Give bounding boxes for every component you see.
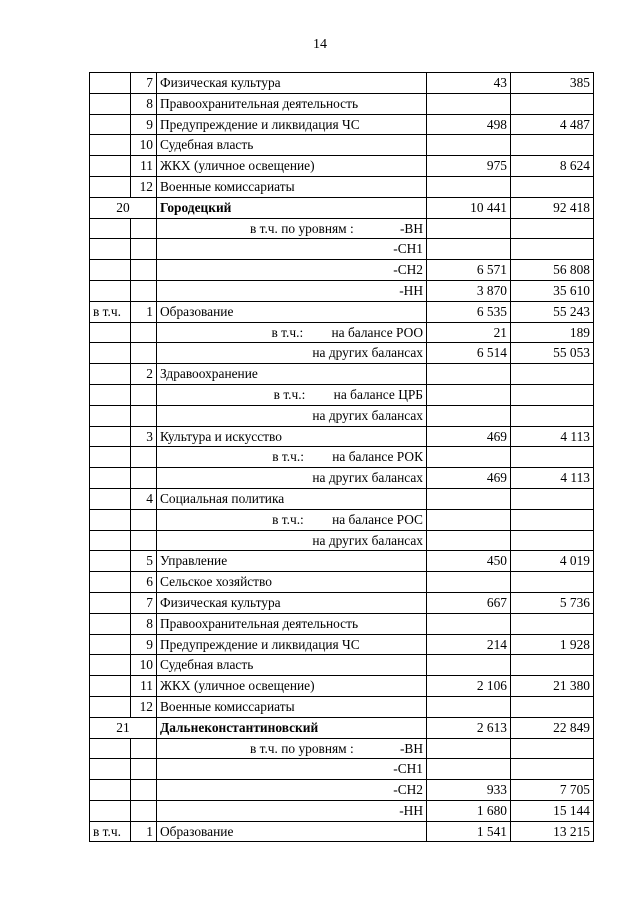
level-cell: [157, 280, 427, 301]
item-number: 8: [131, 613, 157, 634]
item-number: 3: [131, 426, 157, 447]
value-1: [427, 759, 511, 780]
item-number: 7: [131, 592, 157, 613]
table-row: [90, 197, 594, 218]
prefix-cell: [90, 73, 131, 94]
item-name: Культура и искусство: [157, 426, 427, 447]
prefix-cell: [90, 655, 131, 676]
balance-cell: [157, 509, 427, 530]
prefix-cell: [90, 696, 131, 717]
value-2: 22 849: [511, 717, 594, 738]
item-number: 9: [131, 114, 157, 135]
value-1: [427, 405, 511, 426]
item-number: 10: [131, 135, 157, 156]
table-row: [90, 572, 594, 593]
prefix-cell: [90, 530, 131, 551]
item-name: Предупреждение и ликвидация ЧС: [157, 634, 427, 655]
subtotal-label: на балансе РОК: [332, 449, 423, 465]
value-1: [427, 572, 511, 593]
subtotal-label: на других балансах: [312, 532, 423, 548]
table-row: [90, 800, 594, 821]
value-1: [427, 93, 511, 114]
page-number: 14: [313, 37, 327, 52]
balance-cell: [157, 384, 427, 405]
value-2: 4 113: [511, 468, 594, 489]
prefix-cell: [90, 738, 131, 759]
level-cell: [157, 759, 427, 780]
table-row: [90, 655, 594, 676]
value-2: 189: [511, 322, 594, 343]
value-2: [511, 447, 594, 468]
prefix-cell: [90, 676, 131, 697]
table-row: [90, 530, 594, 551]
subtotal-prefix: в т.ч. по уровням :: [249, 740, 354, 756]
value-2: 5 736: [511, 592, 594, 613]
item-name: Военные комиссариаты: [157, 176, 427, 197]
item-name: Физическая культура: [157, 73, 427, 94]
table-row: [90, 488, 594, 509]
value-2: [511, 655, 594, 676]
district-number: 21: [90, 717, 157, 738]
balance-cell: [157, 322, 427, 343]
prefix-cell: [90, 509, 131, 530]
value-1: 10 441: [427, 197, 511, 218]
item-name: Управление: [157, 551, 427, 572]
table-row: [90, 551, 594, 572]
value-1: [427, 447, 511, 468]
number-cell: [131, 530, 157, 551]
table-row: [90, 426, 594, 447]
table-row: [90, 613, 594, 634]
table-row: [90, 676, 594, 697]
table-row: [90, 634, 594, 655]
table-row: [90, 468, 594, 489]
value-2: [511, 488, 594, 509]
subtotal-prefix: в т.ч.:: [272, 449, 304, 465]
item-name: Образование: [157, 301, 427, 322]
value-2: 8 624: [511, 156, 594, 177]
prefix-cell: [90, 322, 131, 343]
subtotal-prefix: в т.ч.:: [273, 386, 306, 402]
value-1: [427, 655, 511, 676]
prefix-cell: [90, 364, 131, 385]
subtotal-label: на других балансах: [312, 345, 423, 361]
table-row: [90, 93, 594, 114]
number-cell: [131, 239, 157, 260]
subtotal-prefix: в т.ч.:: [272, 511, 304, 527]
prefix-cell: [90, 93, 131, 114]
value-2: [511, 405, 594, 426]
value-2: 1 928: [511, 634, 594, 655]
balance-cell: [157, 530, 427, 551]
table-row: [90, 260, 594, 281]
district-name: Дальнеконстантиновский: [157, 717, 427, 738]
value-1: [427, 239, 511, 260]
table-row: [90, 114, 594, 135]
value-1: [427, 530, 511, 551]
subtotal-label: -СН2: [393, 262, 423, 278]
table-row: [90, 384, 594, 405]
level-cell: [157, 800, 427, 821]
prefix-cell: [90, 572, 131, 593]
item-number: 6: [131, 572, 157, 593]
number-cell: [131, 280, 157, 301]
value-2: [511, 218, 594, 239]
value-2: 15 144: [511, 800, 594, 821]
district-name: Городецкий: [157, 197, 427, 218]
prefix-cell: [90, 260, 131, 281]
value-2: 4 113: [511, 426, 594, 447]
budget-table: [89, 72, 594, 842]
item-name: Предупреждение и ликвидация ЧС: [157, 114, 427, 135]
item-number: 9: [131, 634, 157, 655]
item-name: Социальная политика: [157, 488, 427, 509]
table-row: [90, 759, 594, 780]
number-cell: [131, 447, 157, 468]
table-row: [90, 717, 594, 738]
value-1: [427, 218, 511, 239]
subtotal-prefix: в т.ч.:: [271, 324, 304, 340]
prefix-cell: [90, 239, 131, 260]
level-cell: [157, 239, 427, 260]
value-1: 214: [427, 634, 511, 655]
value-1: 450: [427, 551, 511, 572]
level-cell: [157, 738, 427, 759]
item-number: 12: [131, 176, 157, 197]
value-1: 21: [427, 322, 511, 343]
number-cell: [131, 322, 157, 343]
prefix-cell: [90, 551, 131, 572]
number-cell: [131, 759, 157, 780]
value-1: [427, 488, 511, 509]
prefix-cell: [90, 447, 131, 468]
value-1: 469: [427, 426, 511, 447]
number-cell: [131, 343, 157, 364]
prefix-cell: [90, 759, 131, 780]
table-row: [90, 135, 594, 156]
value-2: [511, 738, 594, 759]
subtotal-label: -СН1: [393, 241, 423, 257]
item-name: ЖКХ (уличное освещение): [157, 156, 427, 177]
item-name: Сельское хозяйство: [157, 572, 427, 593]
item-name: Здравоохранение: [157, 364, 427, 385]
value-1: 6 535: [427, 301, 511, 322]
subtotal-label: на балансе РОО: [331, 324, 423, 340]
item-number: 11: [131, 676, 157, 697]
item-name: ЖКХ (уличное освещение): [157, 676, 427, 697]
value-2: [511, 384, 594, 405]
number-cell: [131, 509, 157, 530]
table-row: [90, 509, 594, 530]
value-2: [511, 613, 594, 634]
value-1: 469: [427, 468, 511, 489]
number-cell: [131, 405, 157, 426]
table-row: [90, 364, 594, 385]
value-2: [511, 364, 594, 385]
prefix-cell: [90, 280, 131, 301]
item-number: 5: [131, 551, 157, 572]
subtotal-label: на других балансах: [312, 470, 423, 486]
value-1: 3 870: [427, 280, 511, 301]
value-2: 21 380: [511, 676, 594, 697]
prefix-cell: [90, 468, 131, 489]
prefix-cell: [90, 343, 131, 364]
subtotal-label: -НН: [399, 802, 423, 818]
item-number: 7: [131, 73, 157, 94]
item-name: Судебная власть: [157, 655, 427, 676]
value-2: 13 215: [511, 821, 594, 842]
balance-cell: [157, 468, 427, 489]
item-number: 2: [131, 364, 157, 385]
value-1: 498: [427, 114, 511, 135]
level-cell: [157, 260, 427, 281]
subtotal-label: -НН: [399, 282, 423, 298]
district-number: 20: [90, 197, 157, 218]
table-row: [90, 738, 594, 759]
subtotal-label: -ВН: [399, 740, 423, 756]
balance-cell: [157, 447, 427, 468]
prefix-cell: [90, 613, 131, 634]
prefix-cell: в т.ч.: [90, 821, 131, 842]
prefix-cell: [90, 114, 131, 135]
table-row: [90, 322, 594, 343]
table-row: [90, 73, 594, 94]
value-1: [427, 384, 511, 405]
item-number: 11: [131, 156, 157, 177]
value-2: [511, 135, 594, 156]
table-row: [90, 239, 594, 260]
subtotal-prefix: в т.ч. по уровням :: [249, 220, 354, 236]
number-cell: [131, 738, 157, 759]
table-row: [90, 447, 594, 468]
prefix-cell: [90, 592, 131, 613]
number-cell: [131, 468, 157, 489]
table-row: [90, 280, 594, 301]
value-1: [427, 613, 511, 634]
table-row: [90, 696, 594, 717]
value-1: 2 613: [427, 717, 511, 738]
number-cell: [131, 260, 157, 281]
value-2: 4 019: [511, 551, 594, 572]
value-1: 1 541: [427, 821, 511, 842]
item-name: Образование: [157, 821, 427, 842]
prefix-cell: [90, 634, 131, 655]
value-2: [511, 759, 594, 780]
item-name: Судебная власть: [157, 135, 427, 156]
table-row: [90, 780, 594, 801]
table-row: [90, 176, 594, 197]
value-1: 975: [427, 156, 511, 177]
item-name: Военные комиссариаты: [157, 696, 427, 717]
prefix-cell: [90, 384, 131, 405]
value-1: [427, 696, 511, 717]
subtotal-label: -СН1: [393, 761, 423, 777]
value-2: 385: [511, 73, 594, 94]
value-2: [511, 572, 594, 593]
number-cell: [131, 218, 157, 239]
value-1: 933: [427, 780, 511, 801]
value-2: [511, 509, 594, 530]
number-cell: [131, 800, 157, 821]
value-1: [427, 738, 511, 759]
item-name: Физическая культура: [157, 592, 427, 613]
subtotal-label: на балансе ЦРБ: [333, 386, 423, 402]
value-2: 55 053: [511, 343, 594, 364]
item-number: 4: [131, 488, 157, 509]
table-row: [90, 821, 594, 842]
table-row: [90, 592, 594, 613]
value-1: [427, 509, 511, 530]
prefix-cell: [90, 218, 131, 239]
number-cell: [131, 384, 157, 405]
item-name: Правоохранительная деятельность: [157, 613, 427, 634]
subtotal-label: -СН2: [393, 782, 423, 798]
table-row: [90, 405, 594, 426]
prefix-cell: [90, 176, 131, 197]
value-2: 92 418: [511, 197, 594, 218]
prefix-cell: в т.ч.: [90, 301, 131, 322]
value-1: 6 571: [427, 260, 511, 281]
balance-cell: [157, 405, 427, 426]
prefix-cell: [90, 800, 131, 821]
prefix-cell: [90, 426, 131, 447]
value-1: 667: [427, 592, 511, 613]
value-2: 4 487: [511, 114, 594, 135]
level-cell: [157, 218, 427, 239]
value-1: [427, 135, 511, 156]
value-2: [511, 239, 594, 260]
value-1: 2 106: [427, 676, 511, 697]
subtotal-label: -ВН: [399, 220, 423, 236]
value-1: 6 514: [427, 343, 511, 364]
prefix-cell: [90, 780, 131, 801]
prefix-cell: [90, 405, 131, 426]
subtotal-label: на балансе РОС: [332, 511, 423, 527]
prefix-cell: [90, 488, 131, 509]
table-row: [90, 301, 594, 322]
value-1: [427, 364, 511, 385]
value-2: [511, 176, 594, 197]
value-2: [511, 696, 594, 717]
item-number: 1: [131, 821, 157, 842]
value-1: 1 680: [427, 800, 511, 821]
value-2: [511, 530, 594, 551]
number-cell: [131, 780, 157, 801]
item-number: 12: [131, 696, 157, 717]
prefix-cell: [90, 135, 131, 156]
value-2: [511, 93, 594, 114]
value-1: 43: [427, 73, 511, 94]
value-1: [427, 176, 511, 197]
value-2: 7 705: [511, 780, 594, 801]
value-2: 56 808: [511, 260, 594, 281]
value-2: 35 610: [511, 280, 594, 301]
value-2: 55 243: [511, 301, 594, 322]
subtotal-label: на других балансах: [312, 407, 423, 423]
item-number: 1: [131, 301, 157, 322]
table-row: [90, 156, 594, 177]
item-name: Правоохранительная деятельность: [157, 93, 427, 114]
balance-cell: [157, 343, 427, 364]
table-row: [90, 218, 594, 239]
prefix-cell: [90, 156, 131, 177]
table-row: [90, 343, 594, 364]
item-number: 8: [131, 93, 157, 114]
level-cell: [157, 780, 427, 801]
item-number: 10: [131, 655, 157, 676]
